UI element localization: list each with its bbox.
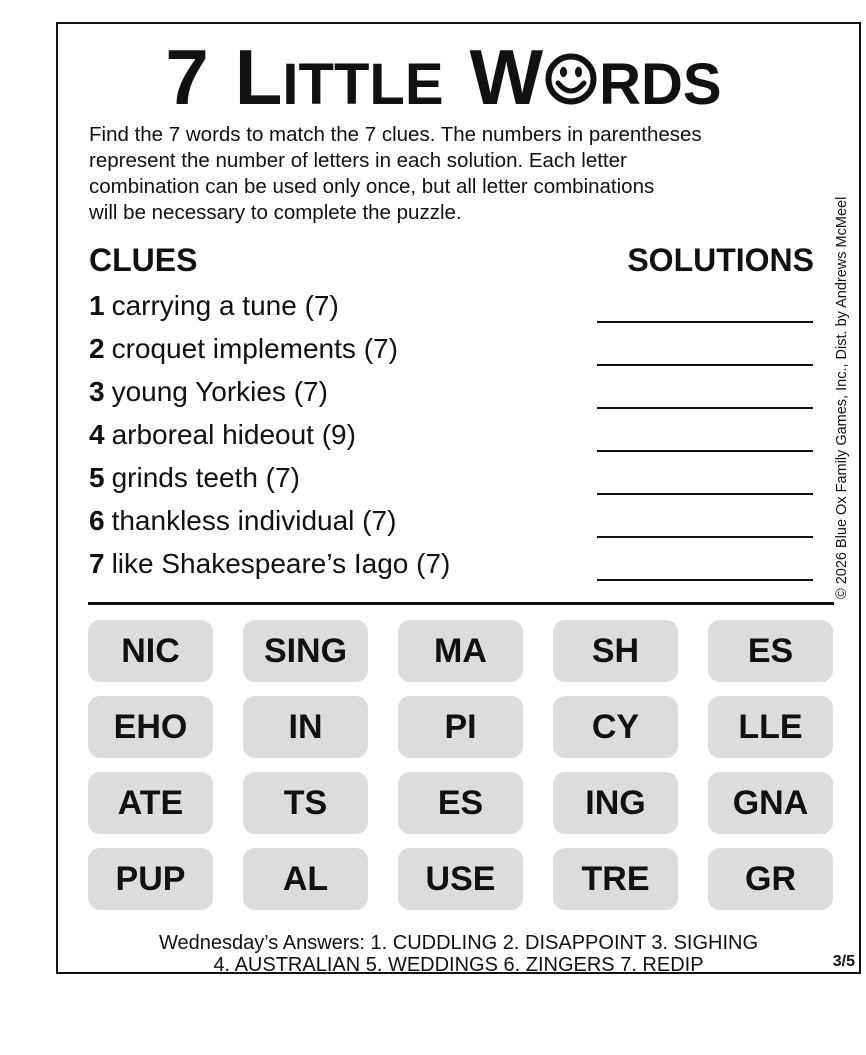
- clue-text: like Shakespeare’s Iago (7): [111, 548, 451, 579]
- puzzle-frame: [56, 22, 861, 974]
- letter-tile[interactable]: SH: [553, 620, 678, 682]
- page-number: 3/5: [832, 953, 855, 970]
- solution-line-1[interactable]: [597, 321, 813, 323]
- clue-number: 5: [89, 462, 105, 493]
- instructions-line: combination can be used only once, but all letter combinations: [89, 175, 655, 198]
- letter-tiles-grid: [88, 620, 836, 910]
- letter-tile[interactable]: MA: [398, 620, 523, 682]
- instructions-line: will be necessary to complete the puzzle.: [89, 201, 462, 224]
- instructions-line: represent the number of letters in each solution. Each letter: [89, 149, 627, 172]
- clues-header: CLUES: [89, 242, 198, 278]
- clue-number: 1: [89, 290, 105, 321]
- solution-line-7[interactable]: [597, 579, 813, 581]
- clue-text: croquet implements (7): [111, 333, 398, 364]
- title-rds: RDS: [599, 52, 722, 117]
- title-w: W: [469, 33, 544, 121]
- solution-line-4[interactable]: [597, 450, 813, 452]
- letter-tile[interactable]: TRE: [553, 848, 678, 910]
- puzzle-title: [58, 33, 829, 121]
- letter-tile[interactable]: ING: [553, 772, 678, 834]
- solution-line-2[interactable]: [597, 364, 813, 366]
- previous-answers: [58, 932, 859, 976]
- letter-tile[interactable]: PI: [398, 696, 523, 758]
- clue-number: 2: [89, 333, 105, 364]
- solutions-header: SOLUTIONS: [627, 242, 814, 278]
- letter-tile[interactable]: AL: [243, 848, 368, 910]
- clue-6: [89, 501, 396, 541]
- clue-1: [89, 286, 339, 326]
- letter-tile[interactable]: USE: [398, 848, 523, 910]
- instructions-line: Find the 7 words to match the 7 clues. The numbers in parentheses: [89, 123, 702, 146]
- clue-3: [89, 372, 328, 412]
- letter-tile[interactable]: PUP: [88, 848, 213, 910]
- letter-tile[interactable]: ATE: [88, 772, 213, 834]
- letter-tile[interactable]: GNA: [708, 772, 833, 834]
- clue-number: 3: [89, 376, 105, 407]
- copyright-notice: © 2026 Blue Ox Family Games, Inc., Dist. by Andrews McMeel: [834, 196, 850, 599]
- answers-line-1: Wednesday’s Answers: 1. CUDDLING 2. DISAPPOINT 3. SIGHING: [158, 932, 759, 954]
- solution-line-6[interactable]: [597, 536, 813, 538]
- clue-5: [89, 458, 300, 498]
- letter-tile[interactable]: SING: [243, 620, 368, 682]
- answers-line-2: 4. AUSTRALIAN 5. WEDDINGS 6. ZINGERS 7. REDIP: [213, 954, 704, 976]
- clue-number: 7: [89, 548, 105, 579]
- letter-tile[interactable]: CY: [553, 696, 678, 758]
- letter-tile[interactable]: TS: [243, 772, 368, 834]
- clue-7: [89, 544, 450, 584]
- clue-2: [89, 329, 398, 369]
- smiley-face-icon: [545, 53, 597, 105]
- letter-tile[interactable]: NIC: [88, 620, 213, 682]
- solution-line-5[interactable]: [597, 493, 813, 495]
- clue-number: 4: [89, 419, 105, 450]
- letter-tile[interactable]: ES: [398, 772, 523, 834]
- clue-text: young Yorkies (7): [111, 376, 328, 407]
- clue-4: [89, 415, 356, 455]
- title-l: L: [234, 33, 283, 121]
- letter-tile[interactable]: LLE: [708, 696, 833, 758]
- clue-number: 6: [89, 505, 105, 536]
- letter-tile[interactable]: GR: [708, 848, 833, 910]
- instructions: [89, 122, 839, 226]
- letter-tile[interactable]: EHO: [88, 696, 213, 758]
- letter-tile[interactable]: IN: [243, 696, 368, 758]
- clue-text: arboreal hideout (9): [111, 419, 356, 450]
- clue-text: carrying a tune (7): [111, 290, 339, 321]
- title-number: 7: [165, 33, 209, 121]
- title-ittle: ITTLE: [282, 52, 444, 117]
- clue-text: thankless individual (7): [111, 505, 397, 536]
- clue-text: grinds teeth (7): [111, 462, 300, 493]
- divider: [88, 602, 834, 605]
- letter-tile[interactable]: ES: [708, 620, 833, 682]
- solution-line-3[interactable]: [597, 407, 813, 409]
